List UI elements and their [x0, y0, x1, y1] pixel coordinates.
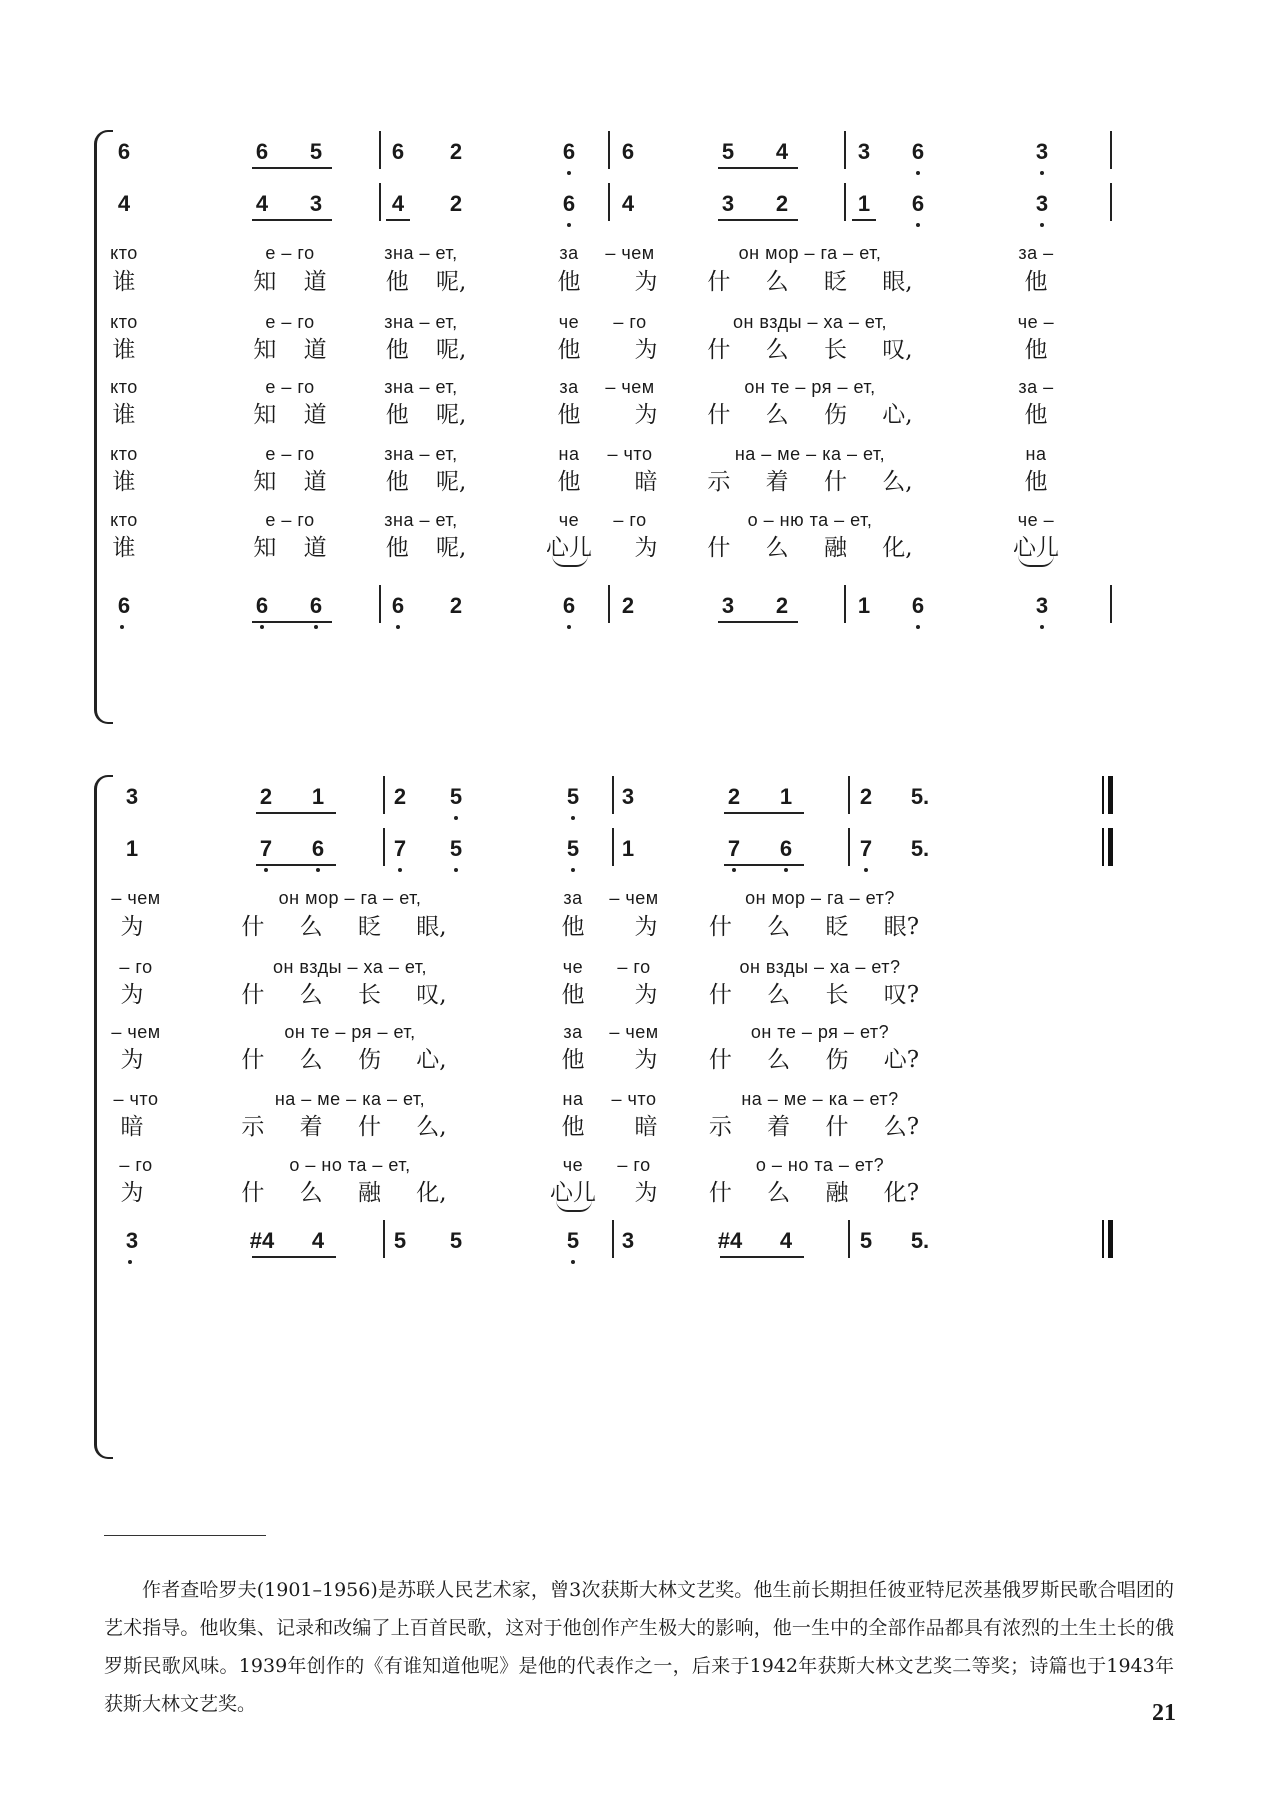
lyric-cn: 为	[120, 1047, 144, 1073]
lyric-ru: е – го	[265, 444, 315, 464]
note: 3	[125, 1228, 139, 1253]
lyric-ru: на	[1025, 444, 1047, 464]
lyric-ru: – го	[617, 957, 651, 977]
lyric-cn: 心儿	[1013, 535, 1059, 561]
lyric-ru: кто	[110, 312, 138, 332]
bar-line	[612, 828, 614, 866]
lyric-cn: 谁	[112, 402, 136, 428]
note: 5	[449, 1228, 463, 1253]
dot-below	[1040, 223, 1044, 227]
lyric-ru: – го	[613, 312, 647, 332]
bar-line	[608, 585, 610, 623]
footnote: 作者查哈罗夫(1901–1956)是苏联人民艺术家，曾3次获斯大林文艺奖。他生前长期担任彼亚特尼茨基俄罗斯民歌合唱团的艺术指导。他收集、记录和改编了上百首民歌，这对于他创作产生极大的影响，他一生中的全部作品都具有浓烈的土生土长的俄罗斯民歌风味。1939年创作的《有谁知道他呢》是他的代表作之一，后来于1942年获斯大林文艺奖二等奖；诗篇也于1943年获斯大林文艺奖。	[104, 1579, 1174, 1715]
lyric-ru: – го	[613, 510, 647, 530]
dot-below	[916, 171, 920, 175]
note: 5	[566, 1228, 580, 1253]
lyric-cn: 为	[634, 269, 658, 295]
note: 4	[391, 191, 405, 216]
bar-line	[844, 183, 846, 221]
beam	[256, 812, 336, 814]
bar-line	[383, 1220, 385, 1258]
dot-below	[571, 1260, 575, 1264]
lyric-cn: 谁	[112, 469, 136, 495]
lyric-cn: 他	[561, 982, 585, 1008]
lyric-ru: кто	[110, 444, 138, 464]
lyric-cn: 他	[557, 269, 581, 295]
lyric-cn: 知 道	[253, 337, 327, 363]
footnote-rule	[104, 1535, 266, 1536]
note: #4	[717, 1228, 743, 1253]
lyric-cn: 他	[557, 337, 581, 363]
note: 3	[721, 593, 735, 618]
lyric-ru: зна – ет,	[384, 510, 458, 530]
lyric-ru: на	[558, 444, 580, 464]
note: 4	[775, 139, 789, 164]
lyric-ru: – го	[119, 1155, 153, 1175]
lyric-ru: – чем	[111, 1022, 161, 1042]
bar-line	[612, 1220, 614, 1258]
lyric-ru: – го	[617, 1155, 651, 1175]
lyric-ru: че	[558, 312, 580, 332]
lyric-ru: за	[563, 1022, 583, 1042]
beam	[718, 167, 798, 169]
final-bar-thin	[1102, 828, 1104, 866]
note: 5.	[910, 1228, 930, 1253]
note: 1	[621, 836, 635, 861]
lyric-ru: зна – ет,	[384, 444, 458, 464]
dot-below	[454, 816, 458, 820]
lyric-cn: 什 么 眨 眼,	[241, 914, 447, 940]
lyric-cn: 他	[1024, 402, 1048, 428]
note: 3	[1035, 191, 1049, 216]
lyric-cn: 谁	[112, 337, 136, 363]
final-bar-thick	[1108, 1220, 1113, 1258]
final-bar-thick	[1108, 828, 1113, 866]
lyric-cn: 为	[634, 535, 658, 561]
bar-line	[844, 131, 846, 169]
lyric-cn: 什 么 长 叹,	[241, 982, 447, 1008]
note: 6	[309, 593, 323, 618]
lyric-cn: 他 呢,	[385, 337, 467, 363]
lyric-cn: 为	[634, 1180, 658, 1206]
note: 4	[311, 1228, 325, 1253]
page-number: 21	[1152, 1700, 1176, 1726]
lyric-ru: кто	[110, 377, 138, 397]
note: 3	[1035, 593, 1049, 618]
note: 3	[621, 784, 635, 809]
lyric-ru: за –	[1018, 243, 1054, 263]
lyric-cn: 知 道	[253, 402, 327, 428]
beam	[252, 219, 332, 221]
lyric-ru: он те – ря – ет,	[744, 377, 876, 397]
lyric-cn: 暗	[120, 1114, 144, 1140]
lyric-ru: о – ню та – ет,	[747, 510, 873, 530]
dot-below	[732, 868, 736, 872]
note: 6	[391, 139, 405, 164]
underline	[386, 219, 410, 221]
note: 6	[911, 139, 925, 164]
note: 2	[449, 593, 463, 618]
note: 2	[621, 593, 635, 618]
lyric-ru: – чем	[609, 888, 659, 908]
lyric-cn: 为	[120, 982, 144, 1008]
lyric-cn: 示 着 什 么,	[707, 469, 913, 495]
bar-line	[379, 131, 381, 169]
lyric-ru: че	[562, 1155, 584, 1175]
final-bar-thin	[1102, 776, 1104, 814]
note: 5	[859, 1228, 873, 1253]
dot-below	[396, 625, 400, 629]
note: 6	[621, 139, 635, 164]
note: 6	[911, 191, 925, 216]
bar-line	[383, 828, 385, 866]
lyric-cn: 他	[561, 1114, 585, 1140]
note: 2	[859, 784, 873, 809]
note: 3	[621, 1228, 635, 1253]
lyric-cn: 为	[120, 1180, 144, 1206]
lyric-cn: 什 么 长 叹?	[708, 982, 920, 1008]
lyric-ru: – что	[611, 1089, 657, 1109]
lyric-cn: 他	[561, 1047, 585, 1073]
bar-line	[848, 828, 850, 866]
note: #4	[249, 1228, 275, 1253]
note: 7	[393, 836, 407, 861]
note: 3	[1035, 139, 1049, 164]
note: 1	[779, 784, 793, 809]
dot-below	[571, 868, 575, 872]
lyric-cn: 什 么 伤 心,	[707, 402, 913, 428]
bar-line	[844, 585, 846, 623]
beam	[718, 621, 798, 623]
lyric-ru: е – го	[265, 312, 315, 332]
underline	[852, 219, 876, 221]
lyric-cn: 什 么 融 化,	[241, 1180, 447, 1206]
lyric-cn: 他	[557, 402, 581, 428]
lyric-ru: че	[558, 510, 580, 530]
dot-below	[1040, 171, 1044, 175]
lyric-cn: 他	[557, 469, 581, 495]
note: 5	[721, 139, 735, 164]
lyric-cn: 什 么 伤 心,	[241, 1047, 447, 1073]
lyric-ru: зна – ет,	[384, 243, 458, 263]
note: 6	[911, 593, 925, 618]
lyric-cn: 他	[1024, 337, 1048, 363]
dot-below	[567, 625, 571, 629]
lyric-ru: на – ме – ка – ет,	[734, 444, 886, 464]
note: 5	[566, 784, 580, 809]
lyric-cn: 示 着 什 么?	[708, 1114, 920, 1140]
lyric-cn: 什 么 眨 眼?	[708, 914, 920, 940]
bar-line	[608, 131, 610, 169]
lyric-ru: кто	[110, 510, 138, 530]
dot-below	[454, 868, 458, 872]
bar-line	[1110, 585, 1112, 623]
lyric-ru: че –	[1017, 312, 1055, 332]
lyric-ru: он те – ря – ет?	[750, 1022, 890, 1042]
lyric-ru: он мор – га – ет,	[278, 888, 422, 908]
lyric-cn: 知 道	[253, 469, 327, 495]
lyric-cn: 他	[1024, 469, 1048, 495]
note: 5	[566, 836, 580, 861]
lyric-ru: за –	[1018, 377, 1054, 397]
music-system-1	[100, 125, 1180, 725]
note: 3	[721, 191, 735, 216]
lyric-ru: о – но та – ет,	[289, 1155, 411, 1175]
note: 2	[449, 191, 463, 216]
notes-mid-row	[100, 834, 1180, 874]
note: 1	[311, 784, 325, 809]
lyric-ru: на – ме – ка – ет,	[274, 1089, 426, 1109]
beam	[718, 219, 798, 221]
dot-below	[567, 223, 571, 227]
note: 6	[562, 139, 576, 164]
lyric-ru: кто	[110, 243, 138, 263]
lyric-ru: он взды – ха – ет,	[272, 957, 428, 977]
lyric-ru: за	[559, 243, 579, 263]
lyric-cn: 他	[561, 914, 585, 940]
lyric-cn: 他 呢,	[385, 269, 467, 295]
note: 5	[393, 1228, 407, 1253]
lyric-ru: че –	[1017, 510, 1055, 530]
note: 7	[859, 836, 873, 861]
bar-line	[848, 776, 850, 814]
lyric-ru: че	[562, 957, 584, 977]
lyric-ru: на	[562, 1089, 584, 1109]
lyric-ru: – что	[607, 444, 653, 464]
dot-below	[264, 868, 268, 872]
dot-below	[864, 868, 868, 872]
lyric-cn: 为	[120, 914, 144, 940]
lyric-cn: 什 么 融 化?	[708, 1180, 920, 1206]
lyric-cn: 为	[634, 337, 658, 363]
lyric-cn: 心儿	[550, 1180, 596, 1206]
note: 6	[117, 139, 131, 164]
dot-below	[398, 868, 402, 872]
beam	[724, 864, 804, 866]
lyric-ru: на – ме – ка – ет?	[741, 1089, 899, 1109]
lyric-cn: 为	[634, 982, 658, 1008]
dot-below	[260, 625, 264, 629]
lyric-ru: он мор – га – ет?	[745, 888, 895, 908]
lyric-ru: – го	[119, 957, 153, 977]
note: 6	[255, 139, 269, 164]
lyric-ru: он взды – ха – ет?	[739, 957, 901, 977]
note: 6	[117, 593, 131, 618]
dot-below	[1040, 625, 1044, 629]
lyric-ru: – чем	[111, 888, 161, 908]
lyric-cn: 什 么 长 叹,	[707, 337, 913, 363]
beam	[252, 167, 332, 169]
note: 4	[117, 191, 131, 216]
lyric-cn: 什 么 眨 眼,	[707, 269, 913, 295]
dot-below	[571, 816, 575, 820]
note: 4	[779, 1228, 793, 1253]
bar-line	[1110, 131, 1112, 169]
note: 1	[125, 836, 139, 861]
dot-below	[128, 1260, 132, 1264]
note: 7	[259, 836, 273, 861]
note: 6	[562, 191, 576, 216]
lyric-cn: 他 呢,	[385, 469, 467, 495]
lyric-ru: – что	[113, 1089, 159, 1109]
lyric-cn: 他 呢,	[385, 535, 467, 561]
lyric-ru: о – но та – ет?	[755, 1155, 885, 1175]
note: 5	[449, 784, 463, 809]
note: 5	[449, 836, 463, 861]
lyric-cn: 为	[634, 402, 658, 428]
lyric-ru: – чем	[609, 1022, 659, 1042]
note: 6	[391, 593, 405, 618]
bar-line	[379, 183, 381, 221]
note: 3	[309, 191, 323, 216]
note: 1	[857, 191, 871, 216]
beam	[724, 812, 804, 814]
notes-top-row	[100, 137, 1180, 177]
dot-below	[567, 171, 571, 175]
lyric-cn: 心儿	[546, 535, 592, 561]
note: 6	[562, 593, 576, 618]
note: 4	[621, 191, 635, 216]
beam	[720, 1256, 804, 1258]
bar-line	[383, 776, 385, 814]
lyric-ru: – чем	[605, 377, 655, 397]
lyric-ru: зна – ет,	[384, 377, 458, 397]
lyric-cn: 什 么 融 化,	[707, 535, 913, 561]
note: 2	[775, 593, 789, 618]
bar-line	[848, 1220, 850, 1258]
bar-line	[608, 183, 610, 221]
bar-line	[612, 776, 614, 814]
note: 2	[449, 139, 463, 164]
lyric-cn: 他 呢,	[385, 402, 467, 428]
lyric-cn: 谁	[112, 269, 136, 295]
note: 3	[125, 784, 139, 809]
note: 5.	[910, 836, 930, 861]
notes-top-row	[100, 782, 1180, 822]
note: 1	[857, 593, 871, 618]
dot-below	[916, 625, 920, 629]
lyric-cn: 为	[634, 1047, 658, 1073]
note: 5.	[910, 784, 930, 809]
beam	[252, 1256, 336, 1258]
note: 7	[727, 836, 741, 861]
lyric-ru: за	[563, 888, 583, 908]
lyric-ru: он взды – ха – ет,	[732, 312, 888, 332]
lyric-ru: он те – ря – ет,	[284, 1022, 416, 1042]
note: 2	[727, 784, 741, 809]
dot-below	[784, 868, 788, 872]
beam	[256, 864, 336, 866]
dot-below	[316, 868, 320, 872]
lyric-cn: 知 道	[253, 535, 327, 561]
lyric-cn: 暗	[634, 469, 658, 495]
notes-bottom-row	[100, 1226, 1180, 1266]
lyric-ru: – чем	[605, 243, 655, 263]
note: 2	[775, 191, 789, 216]
lyric-ru: е – го	[265, 377, 315, 397]
lyric-cn: 谁	[112, 535, 136, 561]
final-bar-thin	[1102, 1220, 1104, 1258]
lyric-cn: 他	[1024, 269, 1048, 295]
beam	[252, 621, 332, 623]
final-bar-thick	[1108, 776, 1113, 814]
dot-below	[120, 625, 124, 629]
lyric-cn: 知 道	[253, 269, 327, 295]
lyric-ru: е – го	[265, 510, 315, 530]
lyric-ru: он мор – га – ет,	[738, 243, 882, 263]
lyric-cn: 暗	[634, 1114, 658, 1140]
lyric-ru: е – го	[265, 243, 315, 263]
lyric-cn: 什 么 伤 心?	[708, 1047, 920, 1073]
notes-mid-row	[100, 189, 1180, 229]
lyric-ru: зна – ет,	[384, 312, 458, 332]
bar-line	[379, 585, 381, 623]
note: 6	[255, 593, 269, 618]
note: 6	[779, 836, 793, 861]
dot-below	[916, 223, 920, 227]
note: 5	[309, 139, 323, 164]
note: 3	[857, 139, 871, 164]
lyric-cn: 示 着 什 么,	[241, 1114, 447, 1140]
dot-below	[314, 625, 318, 629]
note: 4	[255, 191, 269, 216]
note: 6	[311, 836, 325, 861]
lyric-cn: 为	[634, 914, 658, 940]
note: 2	[259, 784, 273, 809]
note: 2	[393, 784, 407, 809]
lyric-ru: за	[559, 377, 579, 397]
bar-line	[1110, 183, 1112, 221]
music-system-2	[100, 770, 1180, 1470]
